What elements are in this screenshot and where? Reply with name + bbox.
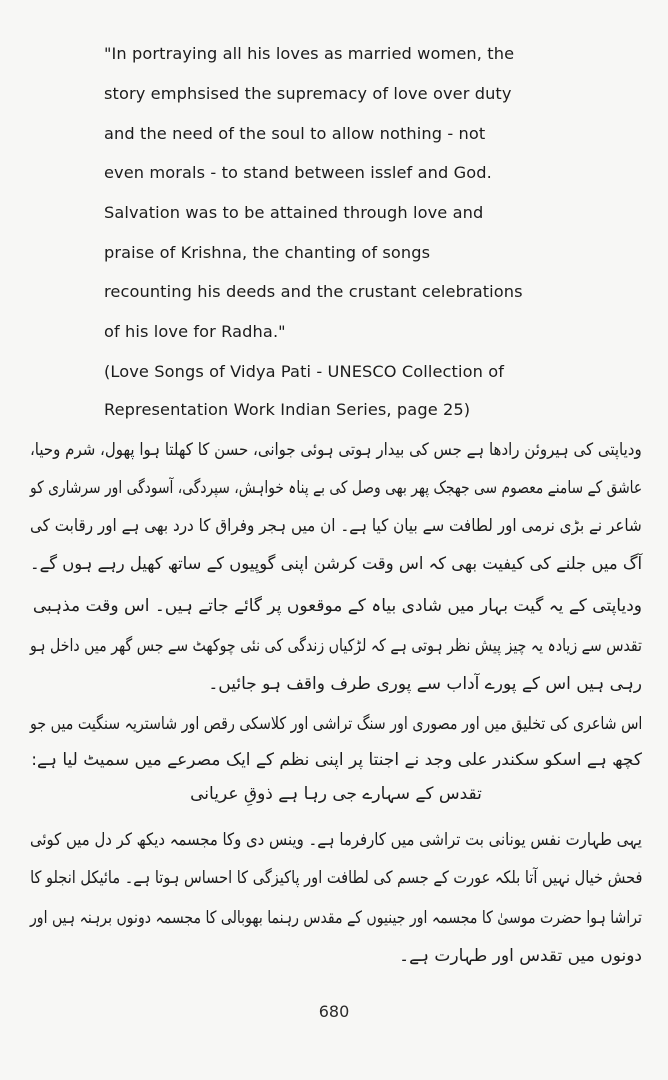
urdu-line: رہی ہیں اس کے پورے آداب سے پوری طرف واقف ہو جائیں۔: [208, 674, 642, 694]
quote-line: praise of Krishna, the chanting of songs: [104, 243, 431, 262]
quote-line: even morals - to stand between isslef and God.: [104, 163, 492, 182]
urdu-line: فحش خیال نہیں آتا بلکہ عورت کے جسم کی لطافت اور پاکیزگی کا احساس ہوتا ہے۔ مائیکل انجلو کا: [29, 868, 642, 888]
quote-line: of his love for Radha.": [104, 322, 286, 341]
page-number: 680: [318, 1002, 350, 1021]
urdu-line: عاشق کے سامنے معصوم سی جھجک پھر بھی وصل کی بے پناہ خواہش، سپردگی، آسودگی اور سرشاری کو: [29, 478, 642, 498]
citation-line: (Love Songs of Vidya Pati - UNESCO Collection of: [104, 362, 505, 381]
urdu-line: یہی طہارت نفس یونانی بت تراشی میں کارفرما ہے۔ وینس دی وکا مجسمہ دیکھ کر دل میں کوئی: [30, 830, 642, 850]
urdu-verse-line: تقدس کے سہارے جی رہا ہے ذوقِ عریانی: [190, 784, 482, 804]
quote-line: and the need of the soul to allow nothing - not: [104, 124, 486, 143]
urdu-line: اس شاعری کی تخلیق میں اور مصوری اور سنگ تراشی اور کلاسکی رقص اور شاستریہ سنگیت میں جو: [29, 714, 642, 734]
urdu-line: تراشا ہوا حضرت موسیٰ کا مجسمہ اور جینیوں کے مقدس رہنما بھوبالی کا مجسمہ دونوں برہنہ ہیں اور: [30, 908, 642, 928]
urdu-line: کچھ ہے اسکو سکندر علی وجد نے اجنتا پر اپنی نظم کے ایک مصرعے میں سمیٹ لیا ہے:: [31, 750, 642, 770]
quote-line: story emphsised the supremacy of love over duty: [104, 84, 512, 103]
urdu-line: ودیاپتی کی ہیروئن رادھا ہے جس کی بیدار ہوتی ہوئی جوانی، حسن کا کھلتا ہوا پھول، شرم وحیا،: [30, 440, 642, 460]
quote-line: recounting his deeds and the crustant celebrations: [104, 282, 523, 301]
citation-line: Representation Work Indian Series, page 25): [104, 400, 471, 419]
urdu-line: آگ میں جلنے کی کیفیت بھی کہ اس وقت کرشن اپنی گوپیوں کے ساتھ کھیل رہے ہوں گے۔: [29, 554, 642, 574]
urdu-line: دونوں میں تقدس اور طہارت ہے۔: [399, 946, 642, 966]
quote-line: Salvation was to be attained through love and: [104, 203, 484, 222]
urdu-line: تقدس سے زیادہ یہ چیز پیش نظر ہوتی ہے کہ لڑکیاں زندگی کی نئی چوکھٹ سے جس گھر میں داخل ہو: [30, 636, 642, 656]
urdu-line: شاعر نے بڑی نرمی اور لطافت سے بیان کیا ہے۔ ان میں ہجر وفراق کا درد بھی ہے اور رقابت کی: [30, 516, 642, 536]
urdu-line: ودیاپتی کے یہ گیت بہار میں شادی بیاہ کے موقعوں پر گائے جاتے ہیں۔ اس وقت مذہبی: [32, 596, 642, 616]
quote-line: "In portraying all his loves as married women, the: [104, 44, 515, 63]
